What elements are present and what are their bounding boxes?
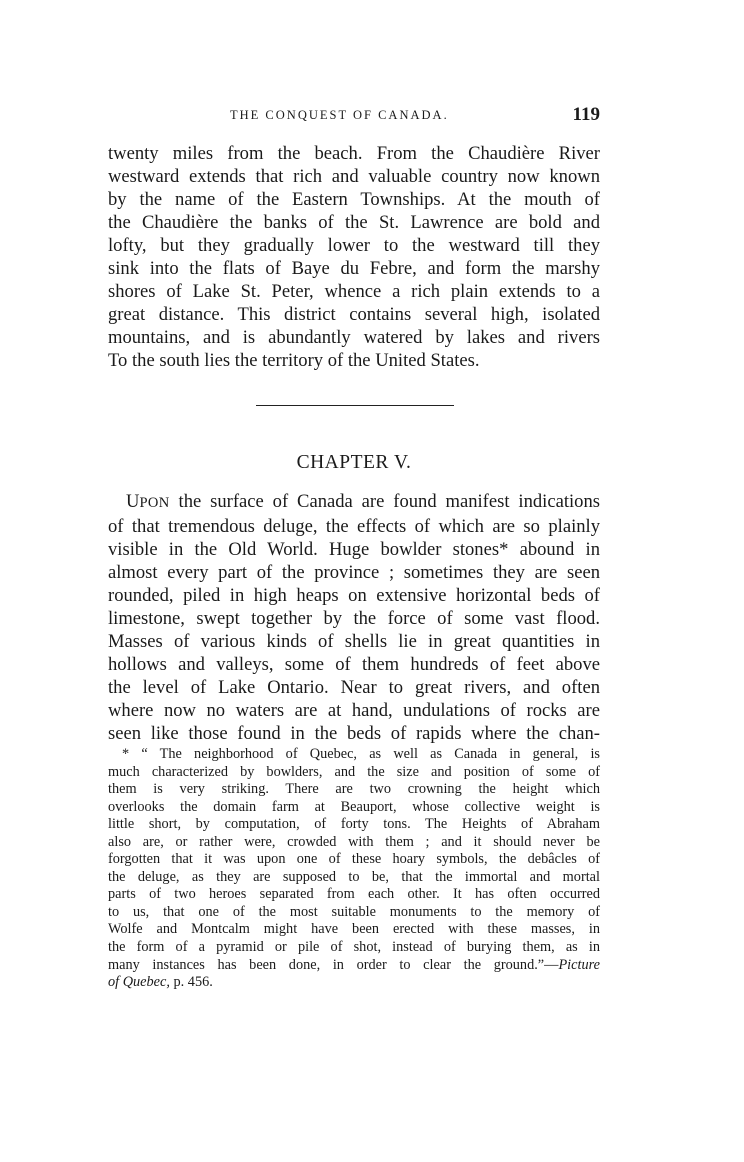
footnote-line: much characterized by bowlders, and the size and position of some of: [108, 763, 600, 780]
initial-letter: U: [126, 491, 140, 512]
text-line: westward extends that rich and valuable country now known: [108, 166, 600, 187]
citation-page: p. 456.: [169, 974, 213, 991]
text-line: mountains, and is abundantly watered by lakes and rivers: [108, 327, 600, 348]
chapter-heading: CHAPTER V.: [296, 452, 412, 473]
text-line: seen like those found in the beds of rapids where the chan-: [108, 723, 600, 744]
footnote-line: to us, that one of the most suitable monuments to the memory of: [108, 903, 600, 920]
text-line: To the south lies the territory of the United States.: [108, 350, 480, 371]
page-header: [108, 104, 600, 128]
text-line: the level of Lake Ontario. Near to great rivers, and often: [108, 677, 600, 698]
footnote-line: the form of a pyramid or pile of shot, instead of burying them, as in: [108, 939, 600, 956]
citation-title-continued: of Quebec,: [108, 974, 170, 991]
text-line: of that tremendous deluge, the effects of which are so plainly: [108, 516, 600, 537]
footnote-text: many instances has been done, in order to clear the ground.”—: [108, 956, 559, 973]
footnote-line: [108, 974, 600, 992]
footnote-line: also are, or rather were, crowded with them ; and it should never be: [108, 833, 600, 850]
chapter-opening-paragraph: [108, 490, 600, 745]
text-line: sink into the flats of Baye du Febre, and form the marshy: [108, 258, 600, 279]
footnote-line: little short, by computation, of forty tons. The Heights of Abraham: [108, 816, 600, 833]
text-line: visible in the Old World. Huge bowlder stones* abound in: [108, 539, 600, 560]
first-line-text: the surface of Canada are found manifest indications: [169, 491, 600, 512]
text-line: lofty, but they gradually lower to the westward till they: [108, 235, 600, 256]
text-line: the Chaudière the banks of the St. Lawrence are bold and: [108, 212, 600, 233]
text-line: limestone, swept together by the force of some vast flood.: [108, 608, 600, 629]
text-line: where now no waters are at hand, undulations of rocks are: [108, 700, 600, 721]
text-line: almost every part of the province ; sometimes they are seen: [108, 562, 600, 583]
paragraph-continued: [108, 142, 600, 372]
text-line: by the name of the Eastern Townships. At the mouth of: [108, 189, 600, 210]
small-caps-word: PON: [139, 495, 170, 511]
text-line: [108, 490, 600, 515]
running-title: THE CONQUEST OF CANADA.: [230, 108, 449, 122]
text-line: twenty miles from the beach. From the Chaudière River: [108, 143, 600, 164]
text-line: Masses of various kinds of shells lie in great quantities in: [108, 631, 600, 652]
footnote-line: * “ The neighborhood of Quebec, as well as Canada in general, is: [122, 746, 600, 762]
footnote: [108, 746, 600, 992]
citation-title: Picture: [558, 956, 600, 973]
footnote-line: the deluge, as they are supposed to be, that the immortal and mortal: [108, 868, 600, 885]
page-number: 119: [572, 104, 600, 125]
section-divider-rule: [256, 405, 454, 406]
footnote-line: [108, 957, 600, 975]
footnote-line: forgotten that it was upon one of these hoary symbols, the debâcles of: [108, 851, 600, 868]
footnote-line: parts of two heroes separated from each other. It has often occurred: [108, 886, 600, 903]
footnote-line: overlooks the domain farm at Beauport, whose collective weight is: [108, 798, 600, 815]
text-line: great distance. This district contains several high, isolated: [108, 304, 600, 325]
text-line: shores of Lake St. Peter, whence a rich plain extends to a: [108, 281, 600, 302]
footnote-line: Wolfe and Montcalm might have been erected with these masses, in: [108, 921, 600, 938]
footnote-line: them is very striking. There are two crowning the height which: [108, 781, 600, 798]
text-line: rounded, piled in high heaps on extensive horizontal beds of: [108, 585, 600, 606]
text-line: hollows and valleys, some of them hundreds of feet above: [108, 654, 600, 675]
